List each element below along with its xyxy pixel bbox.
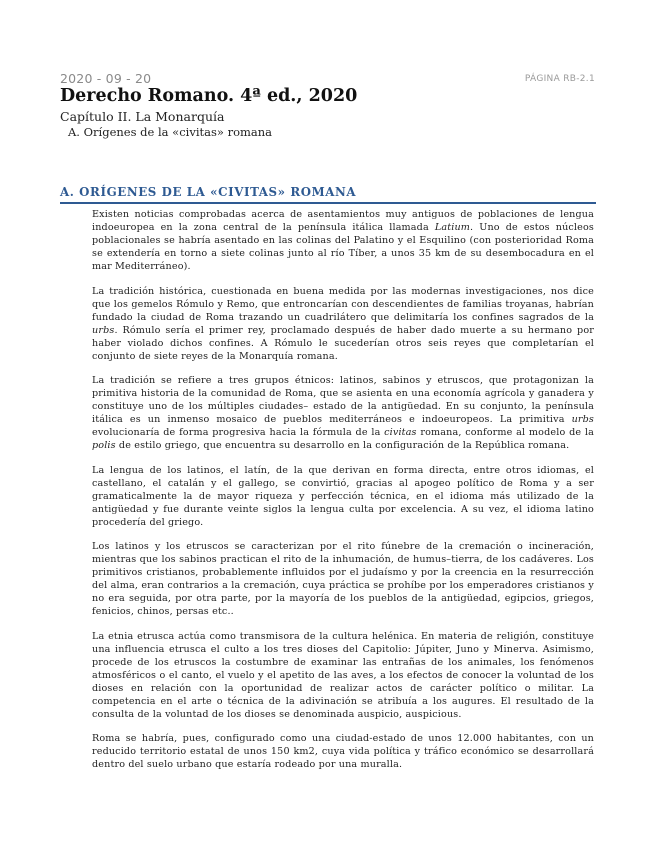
document-date: 2020 - 09 - 20 bbox=[60, 71, 152, 86]
italic-term: polis bbox=[92, 440, 116, 451]
paragraph bbox=[92, 285, 594, 363]
paragraph bbox=[92, 630, 594, 721]
text-run: La tradición histórica, cuestionada en buena medida por las modernas investigaciones, nos dice que los gemelos Rómulo y Remo, que entroncarían con descendientes de familias troyanas, habrían fundado la ciudad de Roma trazando un cuadrilátero que delimitaría los confines sagrados de la bbox=[92, 285, 594, 323]
chapter-title: Capítulo II. La Monarquía bbox=[60, 109, 225, 124]
text-run: romana, conforme al modelo de la bbox=[416, 427, 594, 438]
italic-term: urbs bbox=[92, 324, 115, 336]
text-run: . Uno de estos núcleos poblacionales se habría asentado en las colinas del Palatino y el Esquilino (con posterioridad Roma se extendería en torno a siete colinas junto al río Tíber, a unos 35 km de su desembocadura en el mar Mediterráneo). bbox=[92, 222, 594, 272]
italic-term: urbs bbox=[571, 414, 594, 425]
section-heading bbox=[60, 181, 596, 204]
text-run: La etnia etrusca actúa como transmisora de la cultura helénica. En materia de religión, constituye una influencia etrusca el culto a los tres dioses del Capitolio: Júpiter, Juno y Minerva. Asimismo, procede de los etruscos la costumbre de examinar las entrañas de los animales, los fenómenos atmosféricos o el canto, el vuelo y el apetito de las aves, a los efectos de conocer la voluntad de los dioses en relación con la oportunidad de realizar actos de carácter político o militar. La competencia en el arte o técnica de la adivinación se atribuía a los augures. El resultado de la consulta de la voluntad de los dioses se denominada auspicio, auspicious. bbox=[92, 630, 594, 720]
text-run: Los latinos y los etruscos se caracterizan por el rito fúnebre de la cremación o incineración, mientras que los sabinos practican el rito de la inhumación, de humus–tierra, de los cadáveres. Los primitivos cristianos, probablemente influidos por el judaísmo y por la creencia en la resurrección del alma, eran contrarios a la cremación, cuya práctica se prohíbe por los emperadores cristianos y no era seguida, por otra parte, por la mayoría de los pueblos de la antigüedad, egipcios, griegos, fenicios, chinos, persas etc.. bbox=[92, 541, 594, 617]
text-run: de estilo griego, que encuentra su desarrollo en la configuración de la República romana. bbox=[115, 440, 570, 451]
text-run: La tradición se refiere a tres grupos étnicos: latinos, sabinos y etruscos, que protagonizan la primitiva historia de la comunidad de Roma, que se asienta en una economía agrícola y ganadera y constituye uno de los múltiples ciudades– estado de la antigüedad. En su conjunto, la península itálica es un inmenso mosaico de pueblos mediterráneos e indoeuropeos. La primitiva bbox=[92, 375, 594, 425]
paragraph bbox=[92, 540, 594, 618]
book-title: Derecho Romano. 4ª ed., 2020 bbox=[60, 86, 358, 106]
text-run: Existen noticias comprobadas acerca de asentamientos muy antiguos de poblaciones de lengua indoeuropea en la zona central de la península itálica llamada bbox=[92, 209, 594, 233]
text-run: La lengua de los latinos, el latín, de la que derivan en forma directa, entre otros idiomas, el castellano, el catalán y el gallego, se convirtió, gracias al apogeo político de Roma y a ser gramaticalmente la de mayor riqueza y perfección técnica, en el idioma más utilizado de la antigüedad y fue durante veinte siglos la lengua culta por excelencia. A su vez, el idioma latino procedería del griego. bbox=[92, 464, 594, 528]
text-run: evolucionaría de forma progresiva hacia la fórmula de la bbox=[92, 427, 385, 438]
section-heading-text: A. ORÍGENES DE LA «CIVITAS» ROMANA bbox=[60, 185, 357, 199]
text-run: . Rómulo sería el primer rey, proclamado después de haber dado muerte a su hermano por haber violado dichos confines. A Rómulo le sucederían otros seis reyes que completarían el conjunto de siete reyes de la Monarquía romana. bbox=[92, 324, 594, 362]
paragraph bbox=[92, 732, 594, 771]
page-number: PÁGINA RB-2.1 bbox=[524, 74, 595, 84]
italic-term: civitas bbox=[384, 427, 417, 438]
paragraph bbox=[92, 208, 594, 273]
subsection-title: A. Orígenes de la «civitas» romana bbox=[68, 125, 273, 139]
text-run: Roma se habría, pues, configurado como una ciudad-estado de unos 12.000 habitantes, con un reducido territorio estatal de unos 150 km2, cuya vida política y tráfico económico se desarrollará dentro del suelo urbano que estaría rodeado por una muralla. bbox=[92, 733, 594, 770]
body-text bbox=[92, 208, 594, 783]
paragraph bbox=[92, 374, 594, 452]
paragraph bbox=[92, 464, 594, 529]
italic-term: Latium bbox=[434, 222, 471, 233]
